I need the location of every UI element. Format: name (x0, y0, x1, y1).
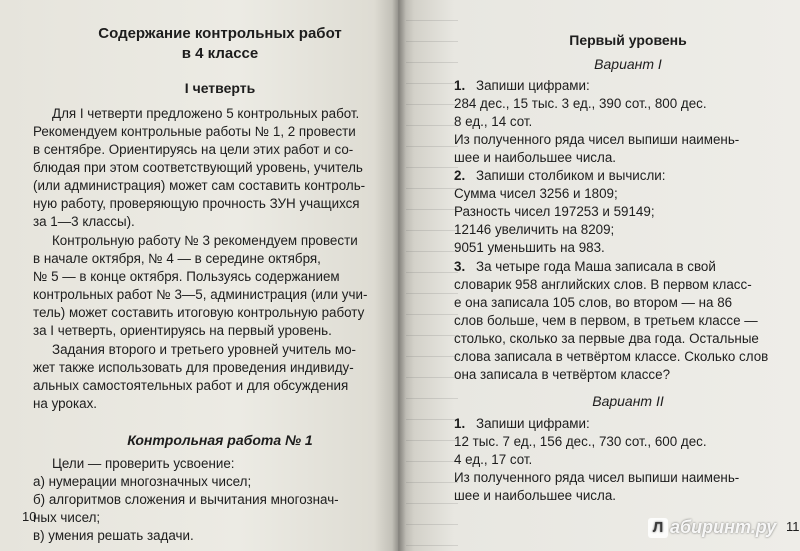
task-line: словарик 958 английских слов. В первом класс- (454, 277, 752, 292)
text-line: в начале октября, № 4 — в середине октября, (33, 251, 321, 266)
text-line: ную работу, проверяющую прочность ЗУН учащихся (33, 196, 360, 211)
task-line: Из полученного ряда чисел выпиши наимень- (454, 470, 740, 485)
task-line: столько, сколько за первые два года. Остальные (454, 331, 759, 346)
text-line: (или администрация) может сам составить контроль- (33, 178, 366, 193)
text-line: Рекомендуем контрольные работы № 1, 2 провести (33, 124, 356, 139)
contents-title-line2: в 4 классе (181, 45, 259, 62)
page-number-left: 10 (22, 509, 37, 524)
task-line: е она записала 105 слов, во втором — на 86 (454, 295, 733, 310)
contents-title-line1: Содержание контрольных работ (98, 25, 342, 42)
task-number: 1. (454, 78, 466, 93)
text-line: № 5 — в конце октября. Пользуясь содержанием (33, 269, 340, 284)
quarter-heading: I четверть (184, 80, 256, 96)
task-number: 2. (454, 168, 466, 183)
task-number: 3. (454, 259, 466, 274)
text-line: за 1—3 классы). (33, 214, 135, 229)
text-line: Для I четверти предложено 5 контрольных работ. (52, 106, 360, 121)
task-line: 4 ед., 17 сот. (454, 452, 533, 467)
goal-item: ных чисел; (33, 510, 101, 525)
text-line: Задания второго и третьего уровней учитель мо- (52, 342, 356, 357)
work-heading: Контрольная работа № 1 (127, 432, 313, 448)
text-line: альных самостоятельных работ и для обсуждения (33, 378, 349, 393)
book-gutter-shadow (392, 0, 406, 551)
text-line: жет также использовать для проведения индивиду- (33, 360, 354, 375)
task-line: Запиши цифрами: (476, 416, 590, 431)
task-line: Разность чисел 197253 и 59149; (454, 204, 655, 219)
task-line: Запиши столбиком и вычисли: (476, 168, 666, 183)
goal-item: б) алгоритмов сложения и вычитания многознач- (33, 492, 339, 507)
labirint-watermark (648, 517, 776, 538)
task-line: 12 тыс. 7 ед., 156 дес., 730 сот., 600 дес. (454, 434, 707, 449)
task-line: 8 ед., 14 сот. (454, 114, 533, 129)
watermark-text: абиринт.ру (670, 517, 777, 537)
text-line: контрольных работ № 3—5, администрация (или учи- (33, 287, 368, 302)
task-line: 284 дес., 15 тыс. 3 ед., 390 сот., 800 дес. (454, 96, 707, 111)
task-line: она записала в четвёртом классе? (454, 367, 671, 382)
task-line: шее и наибольшее числа. (454, 150, 616, 165)
text-line: Контрольную работу № 3 рекомендуем провести (52, 233, 358, 248)
task-line: 12146 увеличить на 8209; (454, 222, 615, 237)
text-line: за I четверть, ориентируясь на первый уровень. (33, 323, 332, 338)
goal-item: а) нумерации многозначных чисел; (33, 474, 252, 489)
variant1-heading: Вариант I (594, 56, 662, 72)
bleed-through-texture (398, 0, 458, 551)
task-line: Из полученного ряда чисел выпиши наимень- (454, 132, 740, 147)
goal-item: в) умения решать задачи. (33, 528, 194, 543)
labirint-logo-icon: Л (648, 518, 668, 538)
task-line: шее и наибольшее числа. (454, 488, 616, 503)
task-number: 1. (454, 416, 466, 431)
text-line: блюдая при этом соответствующий уровень, учитель (33, 160, 363, 175)
left-page (0, 0, 398, 551)
task-line: слов больше, чем в первом, в третьем классе — (454, 313, 758, 328)
task-line: За четыре года Маша записала в свой (476, 259, 716, 274)
variant2-heading: Вариант II (592, 393, 664, 409)
task-line: Запиши цифрами: (476, 78, 590, 93)
text-line: на уроках. (33, 396, 98, 411)
right-page (398, 0, 800, 551)
task-line: 9051 уменьшить на 983. (454, 240, 605, 255)
page-number-right: 11 (786, 519, 800, 534)
text-line: в сентябре. Ориентируясь на цели этих работ и со- (33, 142, 354, 157)
level-heading: Первый уровень (569, 32, 687, 48)
goals-intro: Цели — проверить усвоение: (52, 456, 235, 471)
task-line: Сумма чисел 3256 и 1809; (454, 186, 618, 201)
text-line: тель) может составить итоговую контрольную работу (33, 305, 365, 320)
task-line: слова записала в четвёртом классе. Сколько слов (454, 349, 769, 364)
